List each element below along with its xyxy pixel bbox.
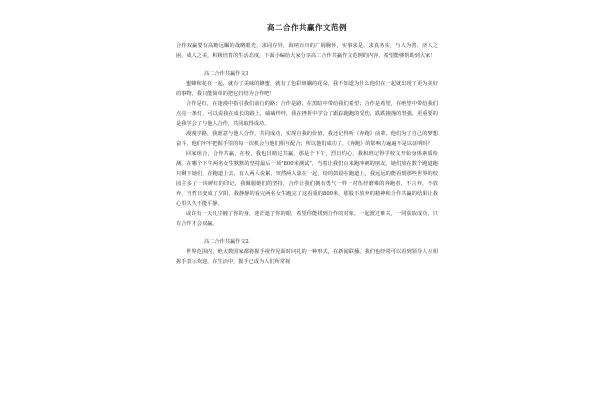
- article: [176, 22, 438, 267]
- section-1-heading: 高二合作共赢作文1: [204, 71, 249, 77]
- page-title: 高二合作共赢作文范例: [267, 23, 347, 32]
- section-2-paragraph: 世界范围内，绝大数国家都将握手视作见面时问礼的一种形式，在新闻联播，我们也经常可以看到领导人互相握手表示欢迎，在生活中，握手已成为人们所常视: [176, 249, 438, 265]
- section-1-paragraph: 合作是红，在逢漫中指引我们前行的路；合作是路，在黑暗中带给我们希望；合作是希望，在绝望中带给我们点亮一条灯，可以说我在成长的路上，磕磕绊绊，我在挫折中学会了跟踪跑跑的受伤，跌跌撞撞的坚强，更重要的是我学会了与他人合作，共同取得成功。: [176, 101, 438, 127]
- intro-paragraph: 合作双赢要有高瞻远瞩的战略眼光，求同存异，海纳百川的广阔胸怀，实事求是、求真务实，与人为善、济人之困，成人之美，积极培育的生活态度。下面小编给大家分享高二合作共赢作文范例的内容，希望能够帮助到大家！: [176, 43, 438, 59]
- section-1-paragraph: 或许有一天凡尘缠了你的身，迷茫遮了你的眼，希望你能找到合作的对象，一起渡过难关，一同获取成功，只有合作才会双赢。: [176, 211, 438, 227]
- section-1-paragraph: 回家组合，合作共赢，在校，我也目睹过共赢，那是个下午，烈日灼心，我和班记得学校文开始身体素质检测，在哪个下午两名女生默默的坚持最后一项"800米测试"，当着让我们百米跑冲刺的朋友，她们放在数个跑道跑只剩下她们，在跑道上去，有人两人说累，突然两人靠在一起，给的鼓励在跑道上，我远远的能看到那些世界的校园主多了一块鲜红的印记，我佩服她们的坚持，合作让我们拥有勇气一样一对伍经磨难的奔跑者，不言弃，不放弃，当哲日变成了夕阳，我静静的看完两名女生跑完了这看重的800米，那股不放弃的精神和合作共赢的结果让我心里久久不能平静。: [176, 151, 438, 207]
- section-1-paragraph: 漫漫学路，我愿意与他人合作，共同成功，实现自我的价值，我还记得听《奔跑》前辈，他们为了自己的梦想奋斗，他们牢牢把握手里的每一次机会与他们相互配合；所以他们成功了，《奔跑》的影响力遍遍不是以证明吗？: [176, 131, 438, 147]
- section-2-heading: 高二合作共赢作文2: [204, 239, 249, 245]
- section-1-paragraph: 蜜蜂和花在一起，就有了美味的蜂蜜，就有了色彩斑斓的花朵，我不知道为什么他们在一起就出现了更为美好的事物，我只能简单的把它归结为合作吧！: [176, 81, 438, 97]
